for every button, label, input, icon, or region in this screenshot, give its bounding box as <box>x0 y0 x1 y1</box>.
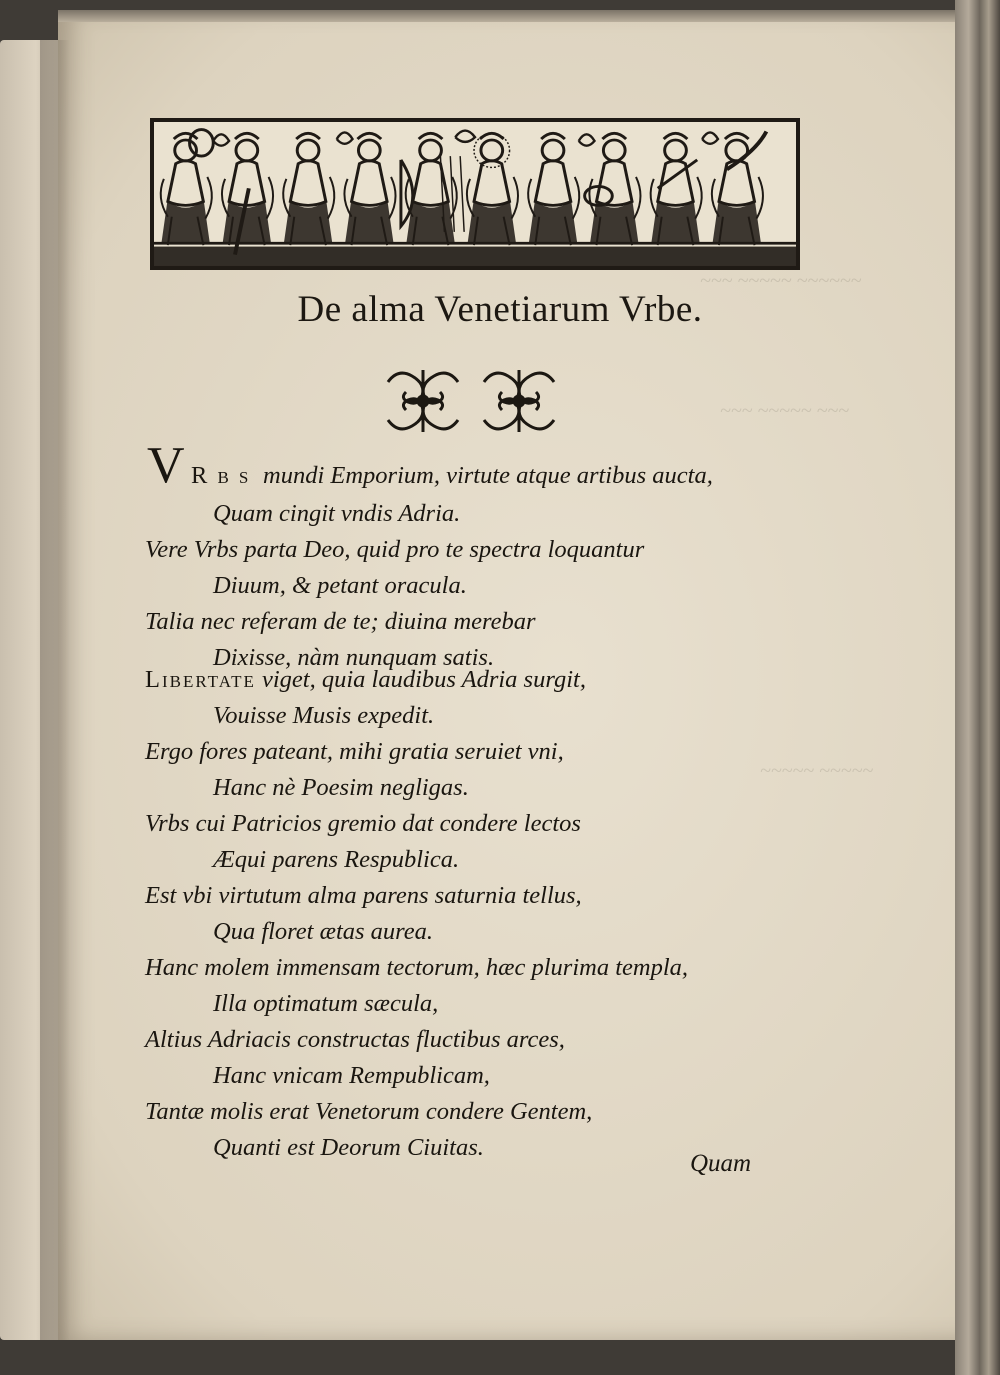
libertate-text: viget, quia laudibus Adria surgit, <box>261 666 586 693</box>
poem-line: Quanti est Deorum Ciuitas. <box>213 1134 484 1161</box>
show-through-text: ~~~~~ ~~~~~ <box>760 760 874 782</box>
poem-line: Illa optimatum sæcula, <box>213 990 439 1017</box>
poem-line: Æqui parens Respublica. <box>213 846 460 873</box>
poem-line: Hanc nè Poesim negligas. <box>213 774 469 801</box>
poem-line: Altius Adriacis constructas fluctibus arces, <box>145 1026 565 1053</box>
page-top-edge <box>58 10 970 22</box>
poem-line: Ergo fores pateant, mihi gratia seruiet vni, <box>145 738 564 765</box>
poem-line: Diuum, & petant oracula. <box>213 572 467 599</box>
poem-line: Vere Vrbs parta Deo, quid pro te spectra loquantur <box>145 536 645 563</box>
poem-line: Quam cingit vndis Adria. <box>213 500 461 527</box>
poem-line: Dixisse, nàm nunquam satis. <box>213 644 495 671</box>
poem-line: Hanc molem immensam tectorum, hæc plurima templa, <box>145 954 689 981</box>
poem-line: Vrbs cui Patricios gremio dat condere lectos <box>145 810 581 837</box>
poem-line-libertate <box>145 666 586 694</box>
libertate-smallcaps: Libertate <box>145 666 256 693</box>
woodcut-headpiece-muses <box>150 118 800 270</box>
poem-line: Tantæ molis erat Venetorum condere Gentem, <box>145 1098 593 1125</box>
show-through-text: ~~~ ~~~~~ ~~~~~~ <box>700 270 862 292</box>
first-line-text: mundi Emporium, virtute atque artibus aucta, <box>263 462 713 489</box>
poem-line: Qua floret ætas aurea. <box>213 918 434 945</box>
poem-line: Hanc vnicam Rempublicam, <box>213 1062 490 1089</box>
fleuron-ornament <box>378 362 568 440</box>
catchword: Quam <box>690 1150 752 1177</box>
poem-line: Vouisse Musis expedit. <box>213 702 435 729</box>
book-gutter <box>40 40 70 1340</box>
drop-capital: V <box>147 437 185 494</box>
poem-line: Talia nec referam de te; diuina merebar <box>145 608 536 635</box>
page-block-edge <box>955 0 1000 1375</box>
show-through-text: ~~~ ~~~~~ ~~~ <box>720 400 850 422</box>
poem-line: Est vbi virtutum alma parens saturnia tellus, <box>145 882 582 909</box>
page-title: De alma Venetiarum Vrbe. <box>297 289 703 330</box>
first-word-smallcaps: R b s <box>191 462 251 489</box>
